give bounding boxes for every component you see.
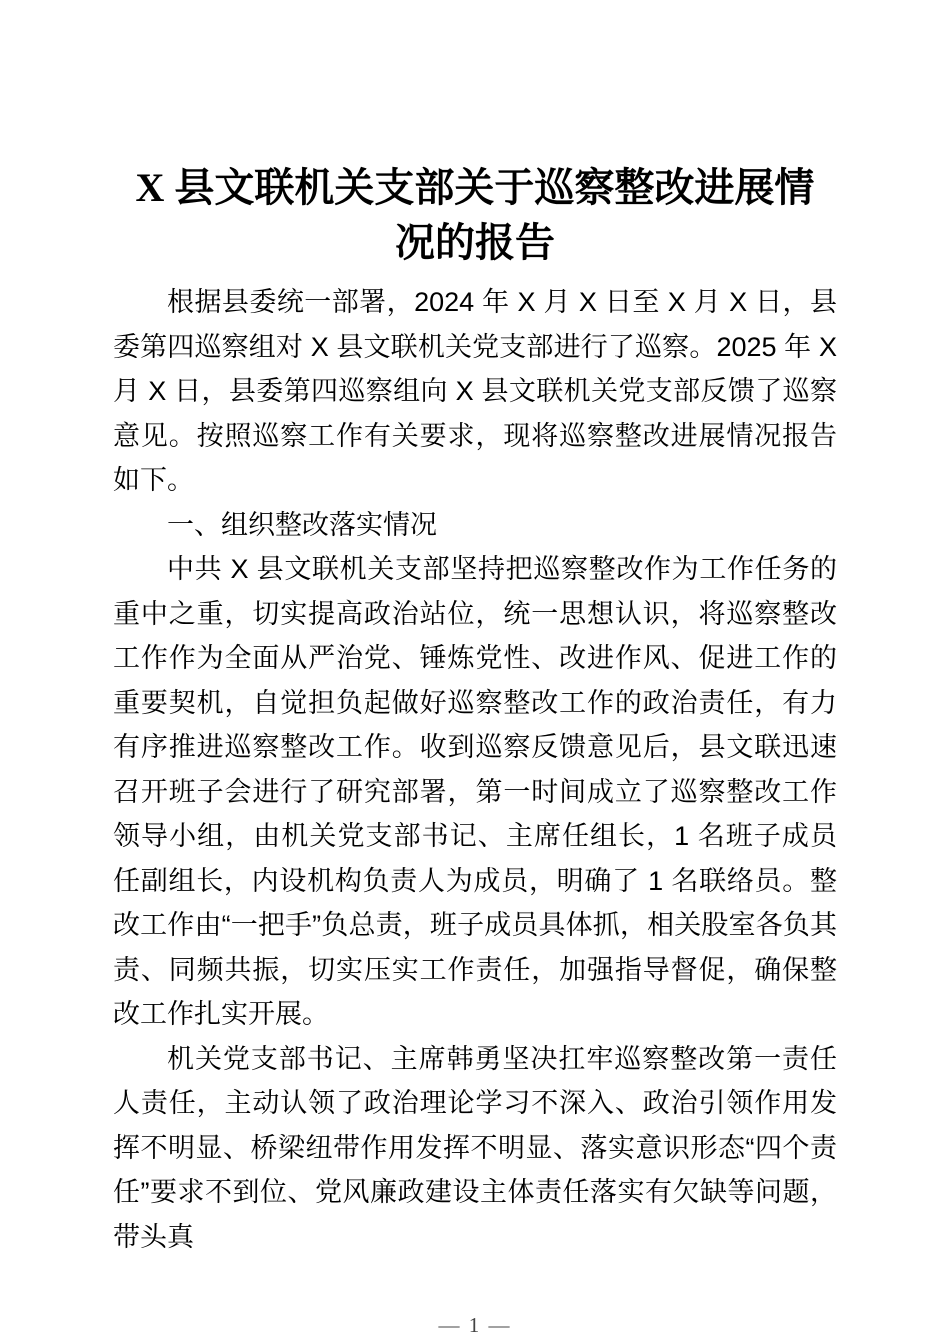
intro-paragraph: 根据县委统一部署，2024 年 X 月 X 日至 X 月 X 日，县委第四巡察组对 X 县文联机关党支部进行了巡察。2025 年 X 月 X 日，县委第四巡察组向 X 县文联机关党支部反馈了巡察意见。按照巡察工作有关要求，现将巡察整改进展情况报告如下。	[113, 287, 837, 495]
section-1-paragraph-2: 机关党支部书记、主席韩勇坚决扛牢巡察整改第一责任人责任，主动认领了政治理论学习不深入、政治引领作用发挥不明显、桥梁纽带作用发挥不明显、落实意识形态“四个责任”要求不到位、党风廉政建设主体责任落实有欠缺等问题，带头真	[113, 1043, 837, 1252]
document-title: X 县文联机关支部关于巡察整改进展情况的报告	[135, 165, 815, 265]
page-number: — 1 —	[438, 1313, 512, 1337]
section-1-heading: 一、组织整改落实情况	[167, 509, 437, 540]
section-1-paragraph-1: 中共 X 县文联机关支部坚持把巡察整改作为工作任务的重中之重，切实提高政治站位，统一思想认识，将巡察整改工作作为全面从严治党、锤炼党性、改进作风、促进工作的重要契机，自觉担负起做好巡察整改工作的政治责任，有力有序推进巡察整改工作。收到巡察反馈意见后，县文联迅速召开班子会进行了研究部署，第一时间成立了巡察整改工作领导小组，由机关党支部书记、主席任组长，1 名班子成员任副组长，内设机构负责人为成员，明确了 1 名联络员。整改工作由“一把手”负总责，班子成员具体抓，相关股室各负其责、同频共振，切实压实工作责任，加强指导督促，确保整改工作扎实开展。	[113, 554, 837, 1029]
document-content	[113, 0, 837, 1259]
